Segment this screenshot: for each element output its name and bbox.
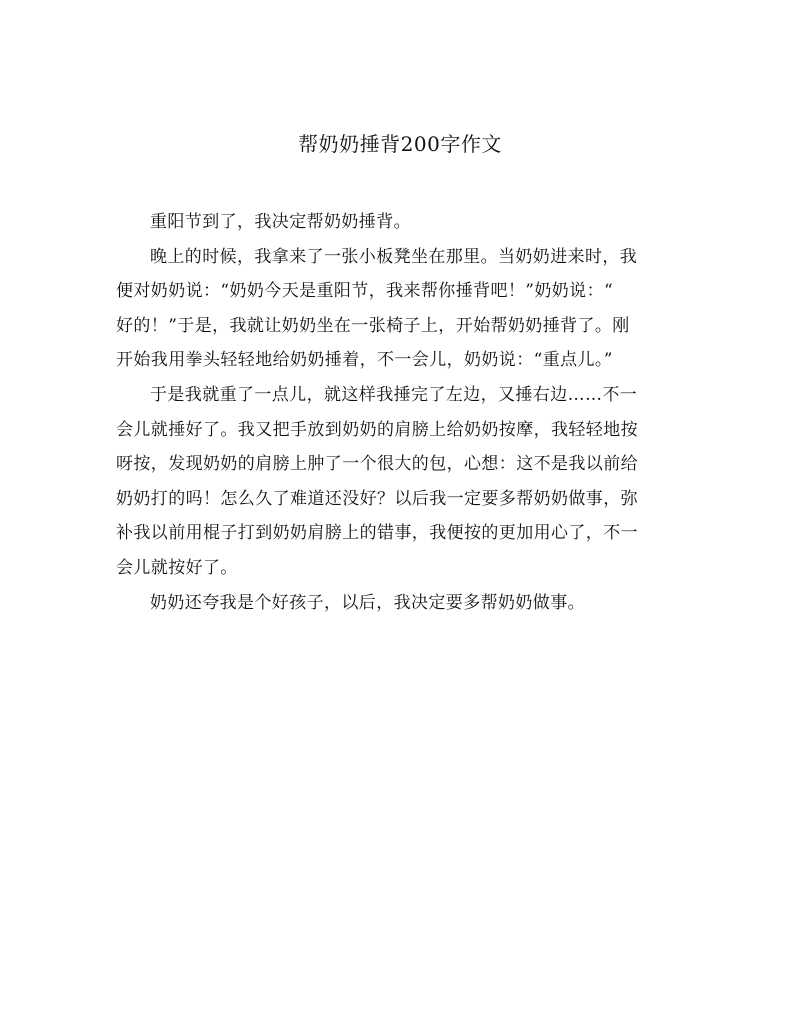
document-body [116, 205, 682, 620]
paragraph-line: 好的！”于是，我就让奶奶坐在一张椅子上，开始帮奶奶捶背了。刚 [116, 315, 630, 336]
paragraph-3 [116, 378, 682, 586]
paragraph-line: 晚上的时候，我拿来了一张小板凳坐在那里。当奶奶进来时，我 [150, 246, 638, 267]
paragraph-2 [116, 240, 682, 378]
paragraph-line: 便对奶奶说：“奶奶今天是重阳节，我来帮你捶背吧！”奶奶说：“ [116, 281, 614, 302]
paragraph-line: 奶奶还夸我是个好孩子，以后，我决定要多帮奶奶做事。 [150, 592, 585, 613]
paragraph-line: 补我以前用棍子打到奶奶肩膀上的错事，我便按的更加用心了，不一 [116, 523, 638, 544]
paragraph-line: 于是我就重了一点儿，就这样我捶完了左边，又捶右边……不一 [150, 384, 638, 405]
paragraph-1 [116, 205, 682, 240]
paragraph-line: 重阳节到了，我决定帮奶奶捶背。 [150, 212, 411, 232]
paragraph-line: 奶奶打的吗！怎么久了难道还没好？以后我一定要多帮奶奶做事，弥 [116, 488, 638, 509]
paragraph-4 [116, 586, 682, 621]
paragraph-line: 会儿就捶好了。我又把手放到奶奶的肩膀上给奶奶按摩，我轻轻地按 [116, 419, 638, 440]
paragraph-line: 会儿就按好了。 [116, 557, 238, 578]
paragraph-line: 开始我用拳头轻轻地给奶奶捶着，不一会儿，奶奶说：“重点儿。” [116, 350, 613, 371]
paragraph-line: 呀按，发现奶奶的肩膀上肿了一个很大的包，心想：这不是我以前给 [116, 454, 638, 475]
document-title: 帮奶奶捶背200字作文 [298, 132, 502, 156]
